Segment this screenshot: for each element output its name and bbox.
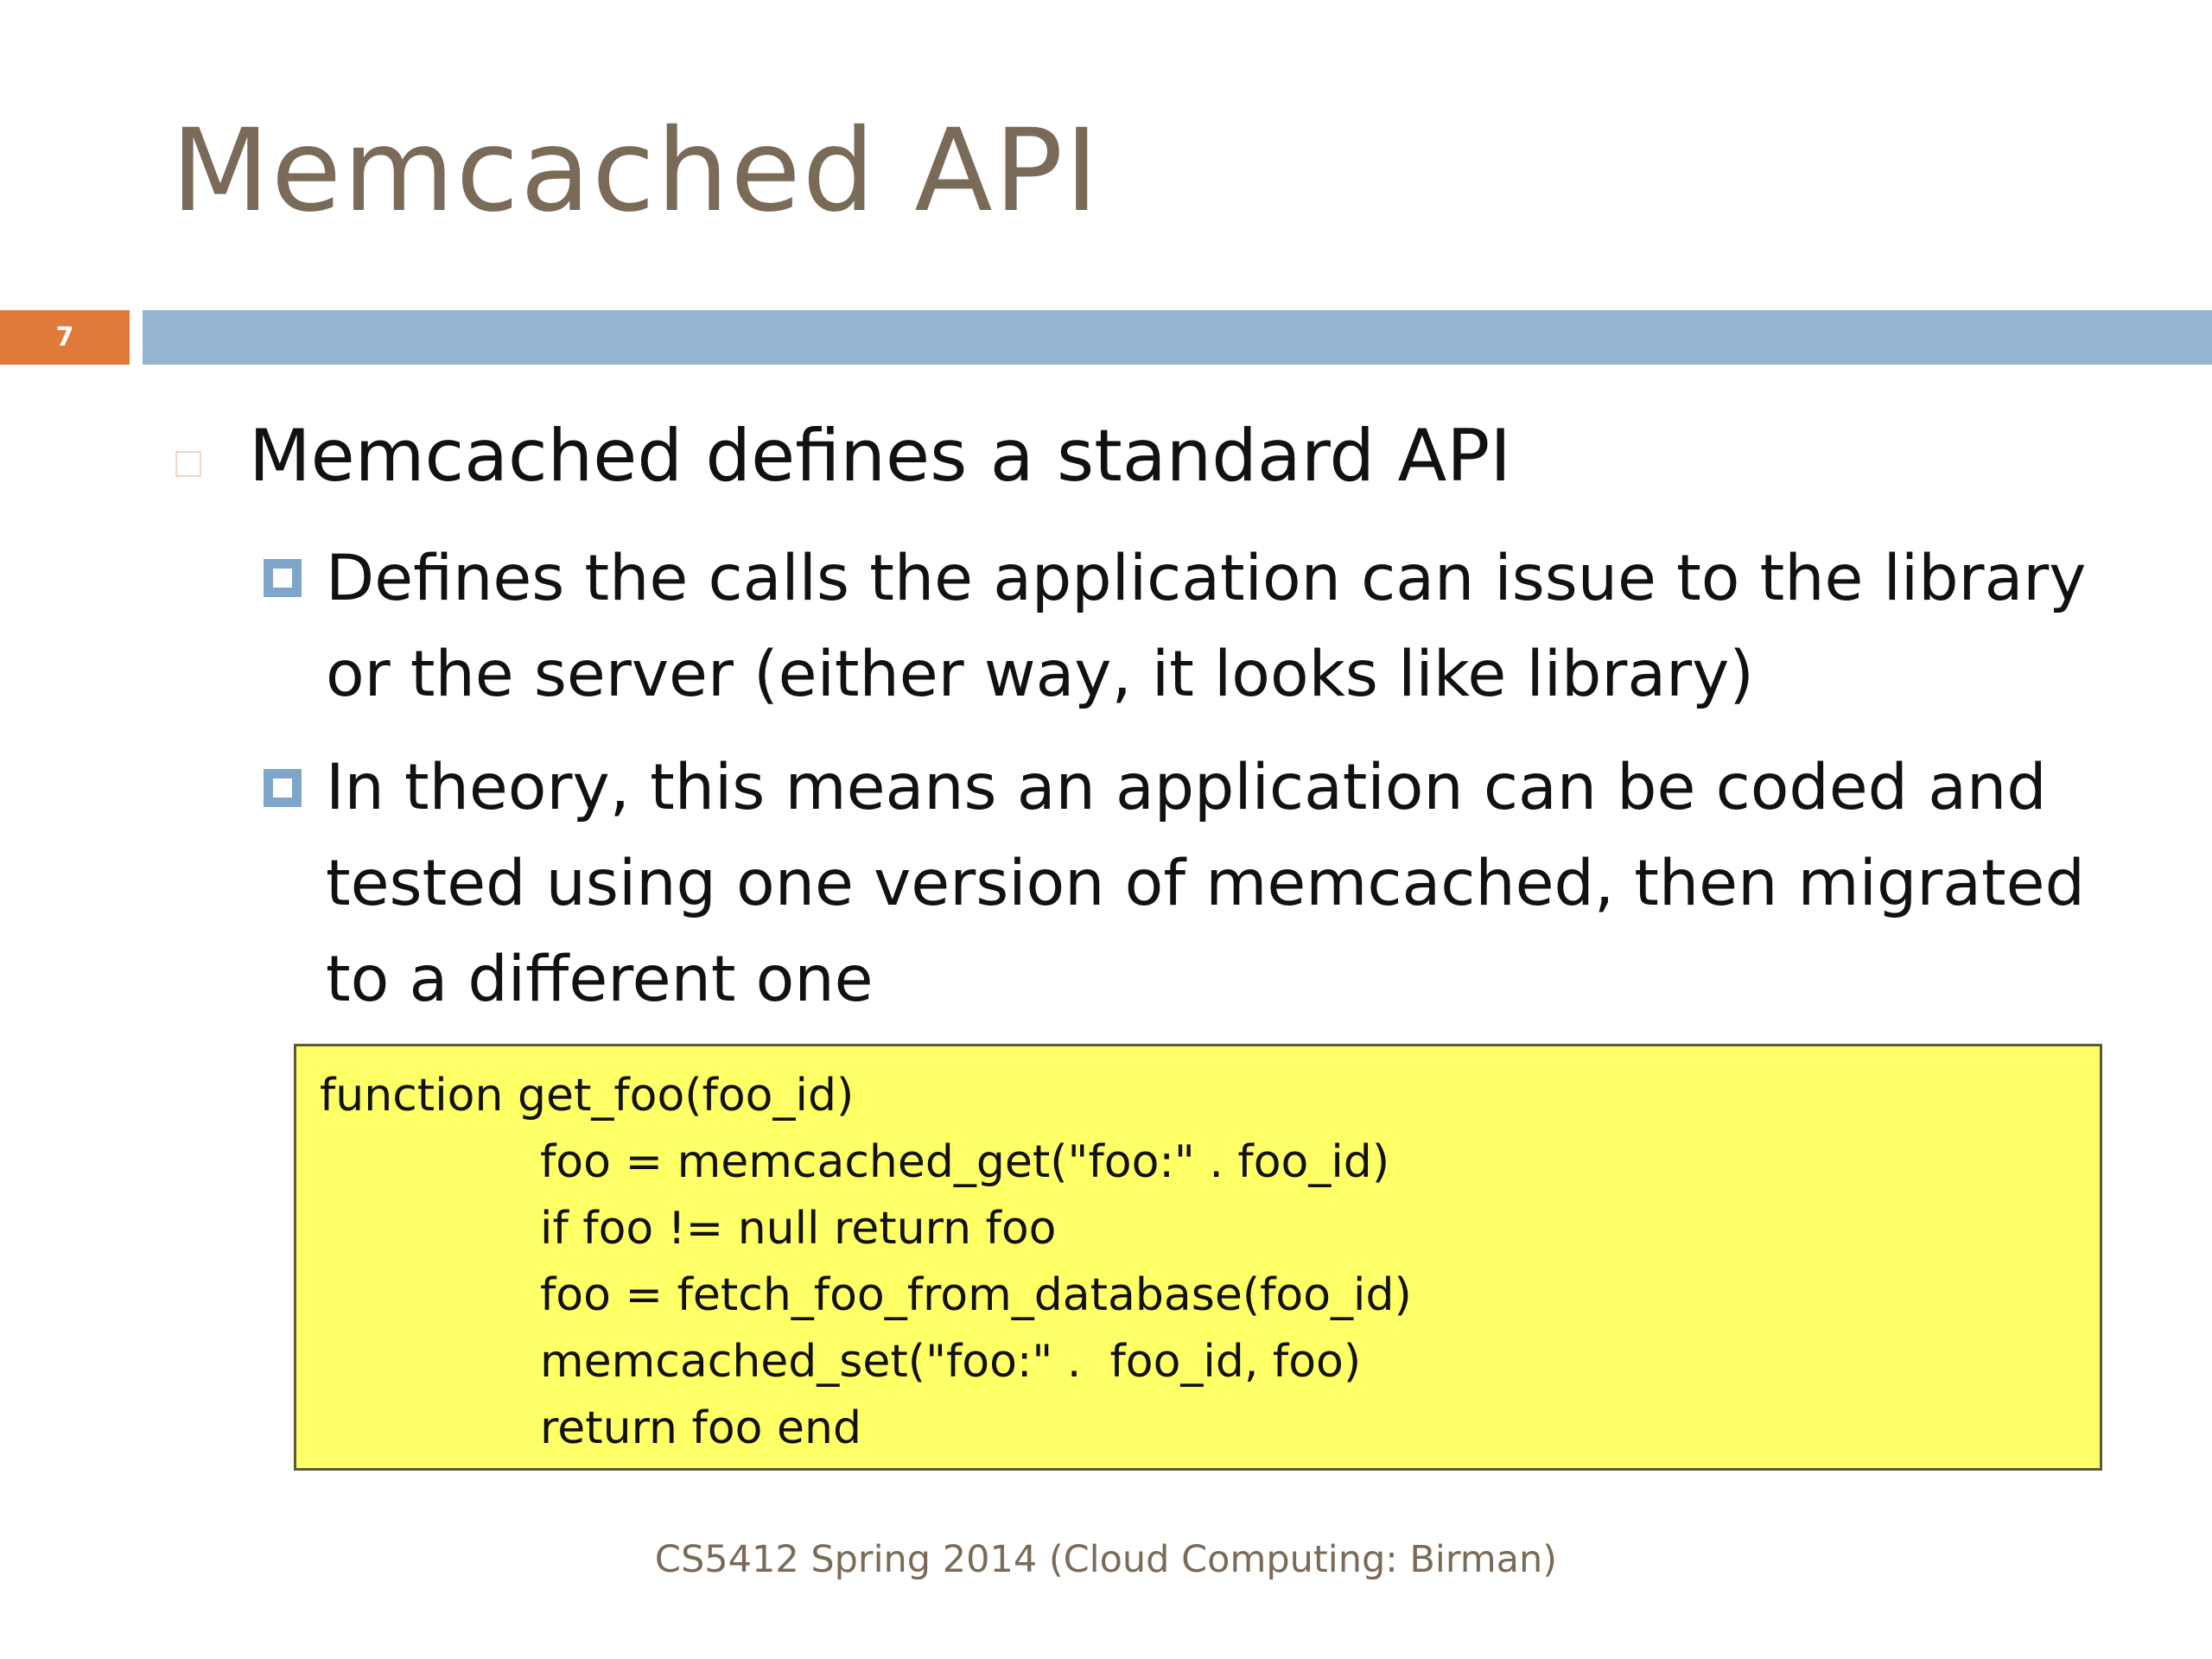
code-line: foo = memcached_get("foo:" . foo_id)	[540, 1136, 1390, 1188]
header-bar	[143, 310, 2212, 365]
slide-number	[0, 310, 130, 365]
bullet-text-level1: Memcached defines a standard API	[249, 414, 1511, 498]
bullet-line: In theory, this means an application can be coded and	[326, 751, 2047, 824]
bullet-square-icon	[264, 769, 302, 807]
bullet-square-icon	[175, 451, 201, 477]
bullet-square-icon	[264, 559, 302, 597]
bullet-line: tested using one version of memcached, then migrated	[326, 847, 2085, 920]
code-line: function get_foo(foo_id)	[320, 1070, 855, 1122]
code-line: memcached_set("foo:" . foo_id, foo)	[540, 1336, 1362, 1388]
code-box	[294, 1044, 2102, 1471]
slide-number-text: 7	[55, 322, 74, 353]
slide-footer: CS5412 Spring 2014 (Cloud Computing: Birman)	[654, 1538, 1558, 1581]
bullet-line: Defines the calls the application can issue to the library	[326, 542, 2087, 615]
bullet-line: to a different one	[326, 943, 874, 1016]
slide-title: Memcached API	[171, 105, 1101, 238]
bullet-line: or the server (either way, it looks like library)	[326, 638, 1754, 711]
code-line: return foo end	[540, 1402, 861, 1454]
bullet-text-level2	[326, 740, 2123, 1027]
code-line: foo = fetch_foo_from_database(foo_id)	[540, 1269, 1412, 1321]
bullet-text-level2	[326, 531, 2123, 722]
code-line: if foo != null return foo	[540, 1203, 1057, 1255]
